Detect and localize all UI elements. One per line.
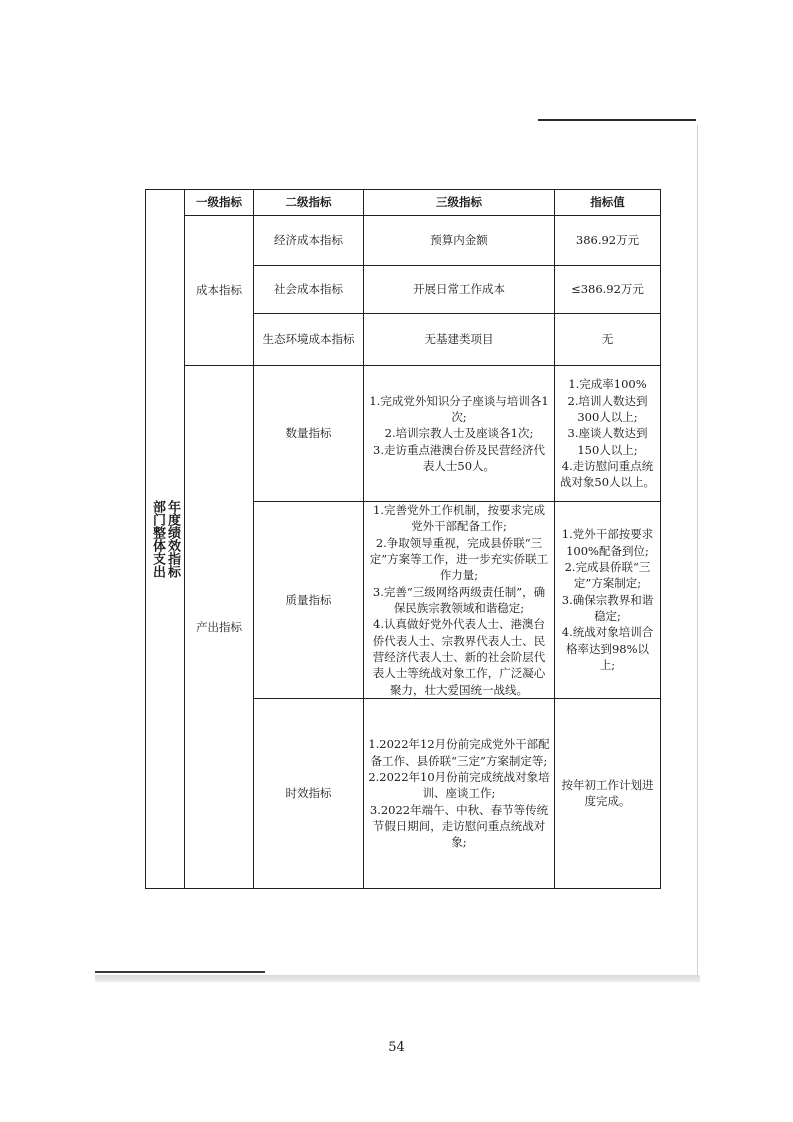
side-label-col2: 年度绩效指标: [165, 499, 180, 578]
output-level1-cell: 产出指标: [185, 366, 254, 889]
list-item: 3.确保宗教界和谐稳定;: [561, 592, 654, 624]
cost-level2: 生态环境成本指标: [254, 314, 364, 366]
cost-level2: 社会成本指标: [254, 266, 364, 314]
output-level3-list: [364, 366, 555, 502]
table-row: [146, 216, 661, 266]
output-level3-list: [364, 698, 555, 888]
cost-level3: 无基建类项目: [364, 314, 555, 366]
list-item: 2.争取领导重视，完成县侨联“三定”方案等工作，进一步充实侨联工作力量;: [369, 535, 549, 583]
cost-value: 386.92万元: [555, 216, 661, 266]
list-item: 3.走访重点港澳台侨及民营经济代表人士50人。: [373, 442, 545, 473]
cost-level2: 经济成本指标: [254, 216, 364, 266]
scan-edge-band-bottom: [95, 975, 700, 982]
cost-level3: 预算内金额: [364, 216, 555, 266]
scan-edge-line-top: [538, 119, 696, 121]
scan-edge-line-right: [697, 125, 698, 980]
cost-level1-cell: 成本指标: [185, 216, 254, 366]
list-item: 1.2022年12月份前完成党外干部配备工作、县侨联“三定”方案制定等;: [368, 737, 550, 768]
header-value: 指标值: [555, 190, 661, 216]
table-row: [146, 366, 661, 502]
scan-edge-line-bottom: [95, 971, 265, 973]
list-item: 按年初工作计划进度完成。: [561, 778, 654, 809]
side-label-col1: 部门整体支出: [150, 499, 165, 578]
list-item: 4.认真做好党外代表人士、港澳台侨代表人士、宗教界代表人士、民营经济代表人士、新的社会阶层代表人士等统战对象工作，广泛凝心聚力，壮大爱国统一战线。: [372, 617, 546, 697]
output-level2: 数量指标: [254, 366, 364, 502]
list-item: 2.培训人数达到300人以上;: [567, 393, 648, 424]
header-level1: 一级指标: [185, 190, 254, 216]
output-level2: 质量指标: [254, 502, 364, 699]
list-item: 2.完成县侨联“三定”方案制定;: [564, 560, 651, 591]
output-level3-list: [364, 502, 555, 699]
side-label-cell: [146, 190, 185, 889]
list-item: 1.完成党外知识分子座谈与培训各1次;: [369, 393, 549, 424]
output-value-list: [555, 366, 661, 502]
output-level2: 时效指标: [254, 698, 364, 888]
performance-indicator-table: [145, 189, 661, 889]
list-item: 3.座谈人数达到150人以上;: [567, 426, 648, 457]
list-item: 1.党外干部按要求100%配备到位;: [561, 527, 654, 558]
list-item: 3.完善“三级网络两级责任制”，确保民族宗教领域和谐稳定;: [372, 584, 546, 615]
list-item: 2.2022年10月份前完成统战对象培训、座谈工作;: [368, 769, 550, 801]
cost-value: ≤386.92万元: [555, 266, 661, 314]
list-item: 1.完成率100%: [568, 377, 647, 392]
list-item: 2.培训宗教人士及座谈各1次;: [384, 426, 534, 441]
list-item: 4.统战对象培训合格率达到98%以上;: [561, 625, 654, 673]
page-number: 54: [388, 1040, 405, 1055]
header-level3: 三级指标: [364, 190, 555, 216]
cost-level3: 开展日常工作成本: [364, 266, 555, 314]
output-value-list: [555, 502, 661, 699]
cost-value: 无: [555, 314, 661, 366]
list-item: 1.完善党外工作机制，按要求完成党外干部配备工作;: [373, 503, 545, 534]
table-header-row: [146, 190, 661, 216]
header-level2: 二级指标: [254, 190, 364, 216]
output-value-list: [555, 698, 661, 888]
list-item: 3.2022年端午、中秋、春节等传统节假日期间，走访慰问重点统战对象;: [369, 802, 549, 850]
list-item: 4.走访慰问重点统战对象50人以上。: [559, 458, 656, 490]
